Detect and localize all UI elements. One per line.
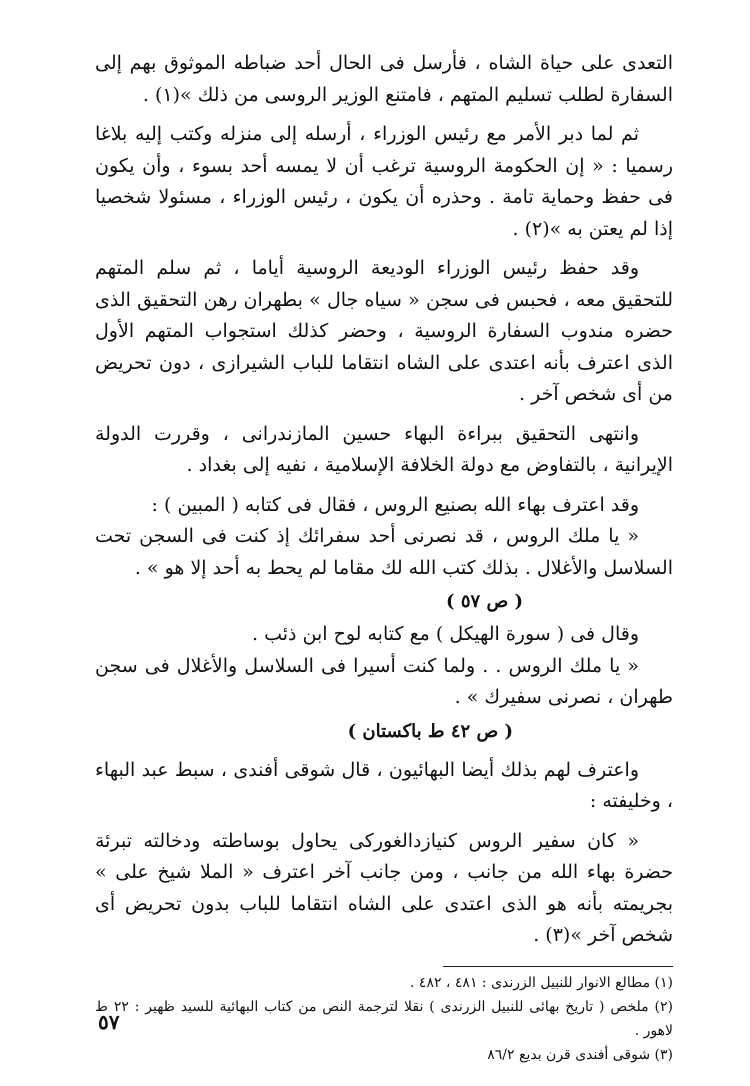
paragraph: واعترف لهم بذلك أيضا البهائيون ، قال شوقى أفندى ، سبط عبد البهاء ، وخليفته : [95, 758, 673, 812]
footnote-divider [443, 966, 673, 967]
paragraph: التعدى على حياة الشاه ، فأرسل فى الحال أحد ضباطه الموثوق بهم إلى السفارة لطلب تسليم المتهم ، فامتنع الوزير الروسى من ذلك »(١) . [95, 52, 673, 106]
page-body [95, 48, 673, 1063]
footnote: (٣) شوقى أفندى قرن بديع ٨٦/٢ [487, 1046, 673, 1063]
paragraph: وقال فى ( سورة الهيكل ) مع كتابه لوح ابن ذئب . [251, 623, 639, 645]
footnote: (٢) ملخص ( تاريخ بهائى للنبيل الزرندى ) نقلا لترجمة النص من كتاب البهائية للسيد ظهير : ٢٢ ط لاهور . [95, 998, 673, 1039]
citation: ( ص ٤٢ ط باكستان ) [347, 720, 513, 742]
page-number: ٥٧ [98, 1010, 120, 1034]
quote: « كان سفير الروس كنيازدالغوركى يحاول بوساطته ودخالته تبرئة حضرة بهاء الله من جانب ، ومن جانب آخر اعترف « الملا شيخ على » بجريمته بأنه هو الذى اعتدى على الشاه انتقاما للباب بدون تحريض أى شخص آخر »(٣) . [95, 829, 673, 946]
paragraph: ثم لما دبر الأمر مع رئيس الوزراء ، أرسله إلى منزله وكتب إليه بلاغا رسميا : « إن الحكومة الروسية ترغب أن لا يمسه أحد بسوء ، وأن يكون فى حفظ وحماية تامة . وحذره أن يكون ، رئيس الوزراء ، مسئولا شخصيا إذا لم يعتن به »(٢) . [95, 123, 673, 240]
footnote: (١) مطالع الانوار للنبيل الزرندى : ٤٨١ ، ٤٨٢ . [410, 974, 673, 991]
quote: « يا ملك الروس . . ولما كنت أسيرا فى السلاسل والأغلال فى سجن طهران ، نصرنى سفيرك » . [95, 654, 673, 708]
paragraph: وانتهى التحقيق ببراءة البهاء حسين المازندرانى ، وقررت الدولة الإيرانية ، بالتفاوض مع دولة الخلافة الإسلامية ، نفيه إلى بغداد . [95, 422, 673, 476]
paragraph: وقد اعترف بهاء الله بصنيع الروس ، فقال فى كتابه ( المبين ) : [151, 493, 639, 516]
citation: ( ص ٥٧ ) [446, 591, 523, 612]
paragraph: وقد حفظ رئيس الوزراء الوديعة الروسية أياما ، ثم سلم المتهم للتحقيق معه ، فحبس فى سجن « سياه جال » بطهران رهن التحقيق الذى حضره مندوب السفارة الروسية ، وحضر كذلك استجواب المتهم الأول الذى اعترف بأنه اعتدى على الشاه انتقاما للباب الشيرازى ، دون تحريض من أى شخص آخر . [95, 257, 673, 405]
quote: « يا ملك الروس ، قد نصرنى أحد سفرائك إذ كنت فى السجن تحت السلاسل والأغلال . بذلك كتب الله لك مقاما لم يحط به أحد إلا هو » . [95, 525, 673, 579]
